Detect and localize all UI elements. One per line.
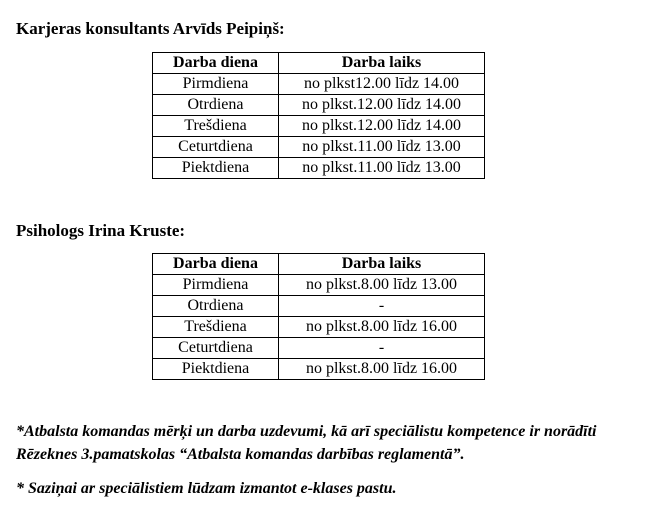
table-row xyxy=(153,137,485,158)
day-cell: Ceturtdiena xyxy=(153,137,279,158)
psychologist-schedule-table xyxy=(152,253,485,380)
day-cell: Trešdiena xyxy=(153,116,279,137)
table-row xyxy=(153,317,485,338)
time-cell: no plkst.12.00 līdz 14.00 xyxy=(279,95,485,116)
column-header-time: Darba laiks xyxy=(279,254,485,275)
time-cell: no plkst.11.00 līdz 13.00 xyxy=(279,158,485,179)
time-cell: no plkst.12.00 līdz 14.00 xyxy=(279,116,485,137)
table-row xyxy=(153,338,485,359)
table-row xyxy=(153,359,485,380)
support-team-note: *Atbalsta komandas mērķi un darba uzdevumi, kā arī speciālistu kompetence ir norādīti Rēzeknes 3.pamatskolas “Atbalsta komandas darbības reglamentā”. xyxy=(16,423,597,463)
psychologist-heading: Psihologs Irina Kruste: xyxy=(16,221,186,240)
table-header-row xyxy=(153,53,485,74)
day-cell: Ceturtdiena xyxy=(153,338,279,359)
time-cell: - xyxy=(279,338,485,359)
day-cell: Pirmdiena xyxy=(153,275,279,296)
career-consultant-heading: Karjeras konsultants Arvīds Peipiņš: xyxy=(16,19,285,38)
contact-note: * Saziņai ar speciālistiem lūdzam izmantot e-klases pastu. xyxy=(16,480,397,497)
time-cell: no plkst.8.00 līdz 16.00 xyxy=(279,317,485,338)
column-header-day: Darba diena xyxy=(153,53,279,74)
day-cell: Trešdiena xyxy=(153,317,279,338)
column-header-time: Darba laiks xyxy=(279,53,485,74)
day-cell: Pirmdiena xyxy=(153,74,279,95)
table-row xyxy=(153,116,485,137)
table-row xyxy=(153,296,485,317)
table-row xyxy=(153,74,485,95)
time-cell: no plkst.11.00 līdz 13.00 xyxy=(279,137,485,158)
table-row xyxy=(153,275,485,296)
time-cell: no plkst.8.00 līdz 13.00 xyxy=(279,275,485,296)
time-cell: no plkst12.00 līdz 14.00 xyxy=(279,74,485,95)
career-consultant-schedule-table xyxy=(152,52,485,179)
day-cell: Piektdiena xyxy=(153,359,279,380)
table-header-row xyxy=(153,254,485,275)
table-row xyxy=(153,95,485,116)
time-cell: - xyxy=(279,296,485,317)
table-row xyxy=(153,158,485,179)
day-cell: Piektdiena xyxy=(153,158,279,179)
day-cell: Otrdiena xyxy=(153,296,279,317)
time-cell: no plkst.8.00 līdz 16.00 xyxy=(279,359,485,380)
column-header-day: Darba diena xyxy=(153,254,279,275)
day-cell: Otrdiena xyxy=(153,95,279,116)
